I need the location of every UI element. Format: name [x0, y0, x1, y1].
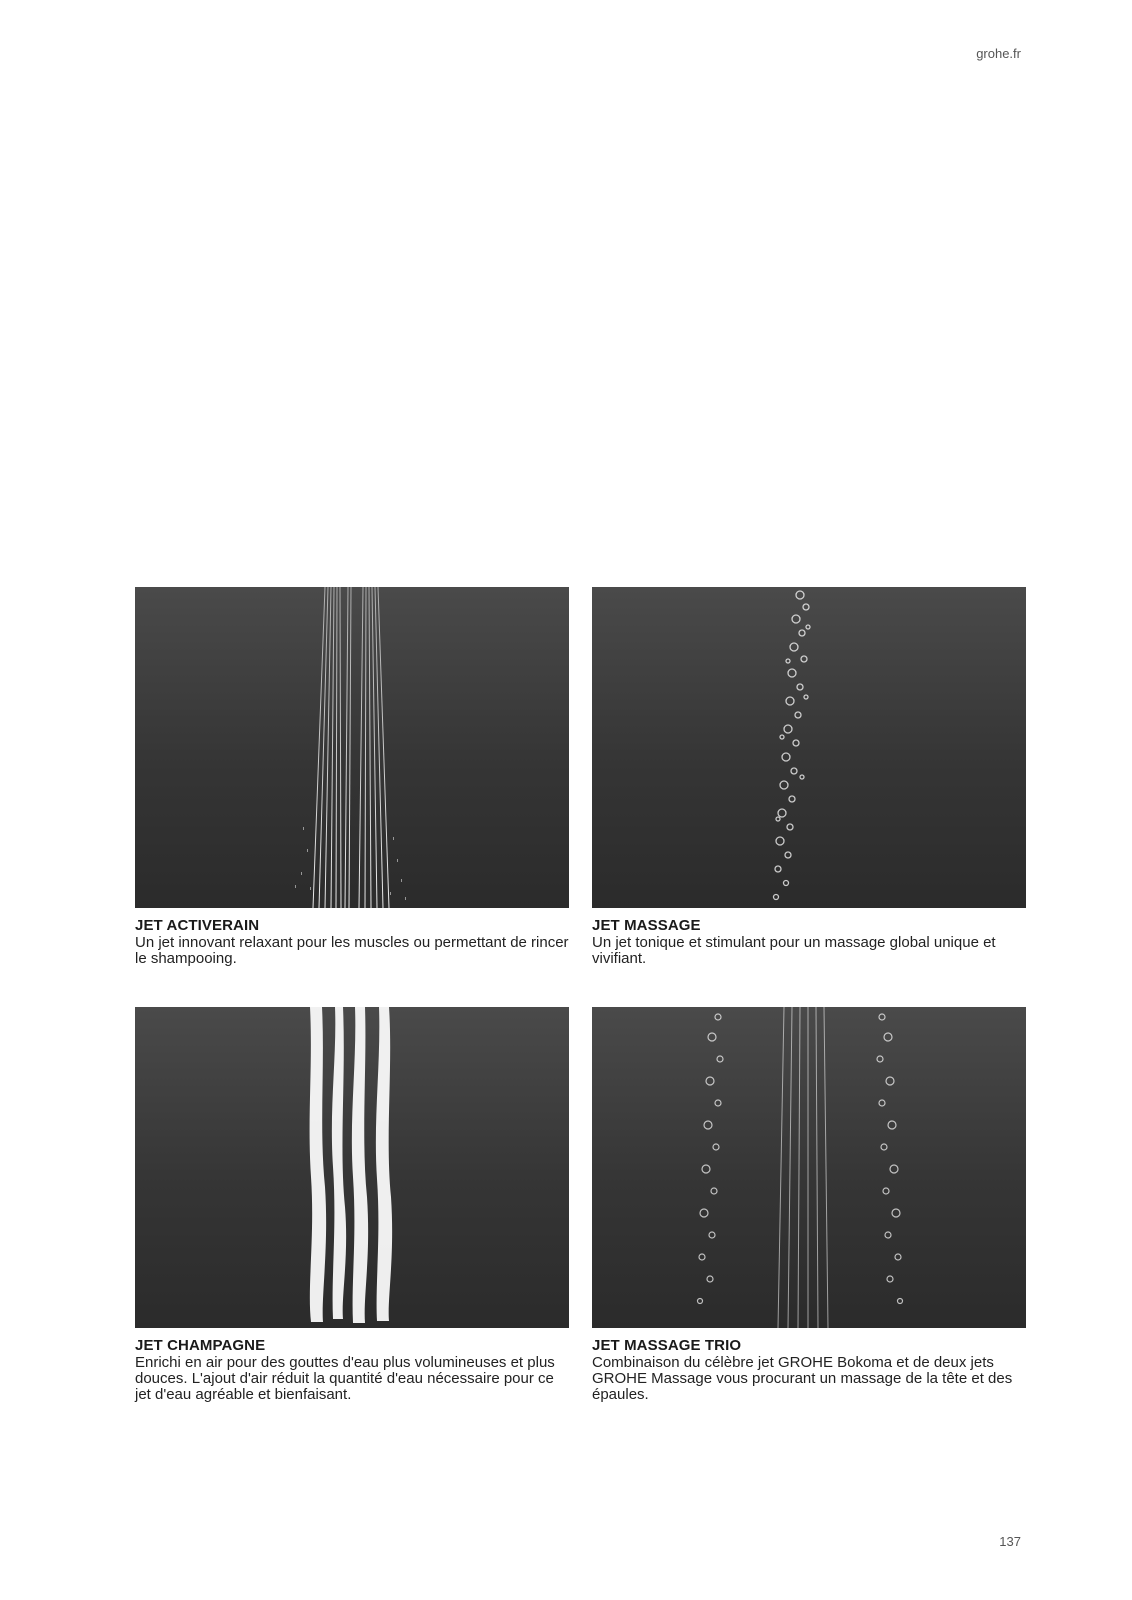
- spray-card-massage-trio: [592, 1007, 1026, 1403]
- spray-card-activerain: [135, 587, 569, 967]
- site-url: grohe.fr: [976, 46, 1021, 61]
- champagne-spray-image: [135, 1007, 569, 1328]
- page-number: 137: [999, 1534, 1021, 1549]
- massage-trio-spray-image: [592, 1007, 1026, 1328]
- card-description: Un jet innovant relaxant pour les muscles ou permettant de rincer le shampooing.: [135, 934, 569, 967]
- champagne-spray-illustration: [135, 1007, 569, 1328]
- card-title: JET MASSAGE TRIO: [592, 1337, 742, 1354]
- massage-trio-spray-illustration: [592, 1007, 1026, 1328]
- card-description: Enrichi en air pour des gouttes d'eau plus volumineuses et plus douces. L'ajout d'air réduit la quantité d'eau nécessaire pour ce jet d'eau agréable et bienfaisant.: [135, 1354, 555, 1403]
- card-description: Combinaison du célèbre jet GROHE Bokoma et de deux jets GROHE Massage vous procurant un massage de la tête et des épaules.: [592, 1354, 1013, 1403]
- massage-spray-image: [592, 587, 1026, 908]
- card-title: JET CHAMPAGNE: [135, 1337, 266, 1354]
- spray-card-massage: [592, 587, 1026, 967]
- massage-spray-illustration: [592, 587, 1026, 908]
- card-title: JET MASSAGE: [592, 917, 701, 934]
- activerain-spray-illustration: [135, 587, 569, 908]
- activerain-spray-image: [135, 587, 569, 908]
- spray-card-champagne: [135, 1007, 569, 1403]
- card-title: JET ACTIVERAIN: [135, 917, 260, 934]
- card-description: Un jet tonique et stimulant pour un massage global unique et vivifiant.: [592, 934, 996, 967]
